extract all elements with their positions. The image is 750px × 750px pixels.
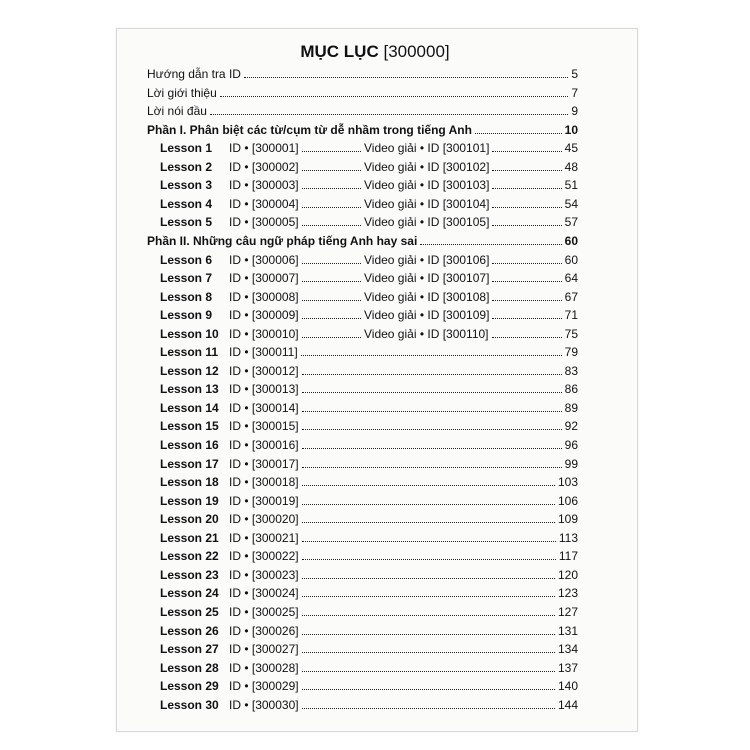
lesson-id-22[interactable] xyxy=(229,547,578,565)
dot-leader xyxy=(492,337,562,338)
lesson-id-text: ID • [300026] xyxy=(229,624,299,638)
lesson-label-23[interactable]: Lesson 23 xyxy=(160,568,219,582)
dot-leader xyxy=(302,151,361,152)
lesson-video-text: Video giải • ID [300108] xyxy=(364,290,490,304)
lesson-id-17[interactable] xyxy=(229,455,578,473)
title-main: MỤC LỤC xyxy=(300,42,379,61)
lesson-id-24[interactable] xyxy=(229,584,578,602)
lesson-page: 134 xyxy=(557,642,578,656)
lesson-id-text: ID • [300001] xyxy=(229,141,299,155)
lesson-id-text: ID • [300024] xyxy=(229,586,299,600)
lesson-id-30[interactable] xyxy=(229,696,578,714)
dot-leader xyxy=(302,485,555,486)
lesson-id-text: ID • [300020] xyxy=(229,512,299,526)
dot-leader xyxy=(302,170,361,171)
lesson-video-4[interactable] xyxy=(364,195,578,213)
lesson-label-16[interactable]: Lesson 16 xyxy=(160,438,219,452)
toc-entry-intro-2-label: Lời giới thiệu xyxy=(147,86,217,100)
lesson-page: 109 xyxy=(557,512,578,526)
lesson-label-27[interactable]: Lesson 27 xyxy=(160,642,219,656)
lesson-id-9[interactable] xyxy=(229,306,364,324)
toc-entry-intro-1[interactable] xyxy=(147,65,578,83)
toc-entry-part-1-label: Phần I. Phân biệt các từ/cụm từ dễ nhầm trong tiếng Anh xyxy=(147,123,472,137)
lesson-page: 117 xyxy=(558,549,578,563)
dot-leader xyxy=(302,596,555,597)
lesson-label-25[interactable]: Lesson 25 xyxy=(160,605,219,619)
toc-entry-part-2[interactable] xyxy=(147,232,578,250)
toc-entry-intro-2[interactable] xyxy=(147,84,578,102)
lesson-id-text: ID • [300005] xyxy=(229,215,299,229)
dot-leader xyxy=(475,133,562,134)
dot-leader xyxy=(301,355,562,356)
lesson-video-text: Video giải • ID [300103] xyxy=(364,178,490,192)
title-code: [300000] xyxy=(383,42,450,61)
dot-leader xyxy=(302,263,361,264)
lesson-page: 67 xyxy=(564,290,578,304)
lesson-id-text: ID • [300014] xyxy=(229,401,299,415)
lesson-id-27[interactable] xyxy=(229,640,578,658)
lesson-id-2[interactable] xyxy=(229,158,364,176)
lesson-id-29[interactable] xyxy=(229,677,578,695)
lesson-id-text: ID • [300027] xyxy=(229,642,299,656)
lesson-page: 79 xyxy=(564,345,578,359)
lesson-id-21[interactable] xyxy=(229,529,578,547)
dot-leader xyxy=(492,300,561,301)
lesson-id-text: ID • [300025] xyxy=(229,605,299,619)
lesson-label-9[interactable]: Lesson 9 xyxy=(160,308,213,322)
lesson-page: 48 xyxy=(564,160,578,174)
toc-entry-intro-1-page: 5 xyxy=(571,67,578,81)
dot-leader xyxy=(302,225,361,226)
toc-entry-part-1-page: 10 xyxy=(564,123,578,137)
lesson-page: 123 xyxy=(557,586,578,600)
lesson-label-28[interactable]: Lesson 28 xyxy=(160,661,219,675)
dot-leader xyxy=(302,281,361,282)
lesson-page: 86 xyxy=(564,382,578,396)
dot-leader xyxy=(302,671,555,672)
lesson-page: 131 xyxy=(557,624,578,638)
lesson-id-text: ID • [300002] xyxy=(229,160,299,174)
dot-leader xyxy=(220,96,569,97)
lesson-video-text: Video giải • ID [300106] xyxy=(364,253,490,267)
lesson-id-text: ID • [300010] xyxy=(229,327,299,341)
lesson-video-text: Video giải • ID [300107] xyxy=(364,271,490,285)
lesson-page: 120 xyxy=(557,568,578,582)
lesson-page: 137 xyxy=(557,661,578,675)
lesson-label-13[interactable]: Lesson 13 xyxy=(160,382,219,396)
dot-leader xyxy=(302,522,555,523)
lesson-page: 127 xyxy=(557,605,578,619)
dot-leader xyxy=(210,114,568,115)
dot-leader xyxy=(420,244,561,245)
lesson-video-2[interactable] xyxy=(364,158,578,176)
lesson-video-7[interactable] xyxy=(364,269,578,287)
lesson-page: 89 xyxy=(564,401,578,415)
lesson-label-22[interactable]: Lesson 22 xyxy=(160,549,219,563)
lesson-page: 96 xyxy=(564,438,578,452)
lesson-page: 71 xyxy=(564,308,578,322)
lesson-id-text: ID • [300023] xyxy=(229,568,299,582)
lesson-id-18[interactable] xyxy=(229,473,578,491)
lesson-label-29[interactable]: Lesson 29 xyxy=(160,679,219,693)
dot-leader xyxy=(302,429,562,430)
lesson-label-20[interactable]: Lesson 20 xyxy=(160,512,219,526)
dot-leader xyxy=(302,448,562,449)
dot-leader xyxy=(492,263,561,264)
lesson-label-5[interactable]: Lesson 5 xyxy=(160,215,213,229)
lesson-id-7[interactable] xyxy=(229,269,364,287)
toc-entry-intro-3-label: Lời nói đầu xyxy=(147,104,207,118)
lesson-id-text: ID • [300030] xyxy=(229,698,299,712)
lesson-id-text: ID • [300017] xyxy=(229,457,299,471)
lesson-label-2[interactable]: Lesson 2 xyxy=(160,160,213,174)
lesson-id-text: ID • [300008] xyxy=(229,290,299,304)
dot-leader xyxy=(302,559,556,560)
lesson-id-11[interactable] xyxy=(229,343,578,361)
lesson-id-text: ID • [300004] xyxy=(229,197,299,211)
lesson-id-12[interactable] xyxy=(229,362,578,380)
lesson-id-text: ID • [300011] xyxy=(229,345,298,359)
lesson-label-21[interactable]: Lesson 21 xyxy=(160,531,219,545)
lesson-page: 51 xyxy=(564,178,578,192)
lesson-video-text: Video giải • ID [300101] xyxy=(364,141,490,155)
toc-entry-intro-2-page: 7 xyxy=(571,86,578,100)
dot-leader xyxy=(302,689,555,690)
lesson-id-text: ID • [300019] xyxy=(229,494,299,508)
toc-entry-part-2-label: Phần II. Những câu ngữ pháp tiếng Anh hay sai xyxy=(147,234,418,248)
lesson-id-14[interactable] xyxy=(229,399,578,417)
lesson-id-13[interactable] xyxy=(229,380,578,398)
lesson-label-10[interactable]: Lesson 10 xyxy=(160,327,219,341)
lesson-label-19[interactable]: Lesson 19 xyxy=(160,494,219,508)
lesson-label-24[interactable]: Lesson 24 xyxy=(160,586,219,600)
lesson-id-3[interactable] xyxy=(229,176,364,194)
lesson-label-3[interactable]: Lesson 3 xyxy=(160,178,213,192)
dot-leader xyxy=(302,708,555,709)
toc-entry-intro-1-label: Hướng dẫn tra ID xyxy=(147,67,241,81)
dot-leader xyxy=(302,615,555,616)
lesson-video-text: Video giải • ID [300110] xyxy=(364,327,489,341)
toc-entry-intro-3[interactable] xyxy=(147,102,578,120)
dot-leader xyxy=(302,207,361,208)
dot-leader xyxy=(302,188,361,189)
dot-leader xyxy=(492,225,561,226)
dot-leader xyxy=(492,281,561,282)
toc-entry-part-2-page: 60 xyxy=(564,234,578,248)
lesson-id-19[interactable] xyxy=(229,492,578,510)
lesson-id-text: ID • [300015] xyxy=(229,419,299,433)
lesson-id-8[interactable] xyxy=(229,288,364,306)
lesson-video-text: Video giải • ID [300109] xyxy=(364,308,490,322)
lesson-id-16[interactable] xyxy=(229,436,578,454)
lesson-id-5[interactable] xyxy=(229,213,364,231)
lesson-id-text: ID • [300029] xyxy=(229,679,299,693)
lesson-id-25[interactable] xyxy=(229,603,578,621)
lesson-page: 54 xyxy=(564,197,578,211)
lesson-label-12[interactable]: Lesson 12 xyxy=(160,364,219,378)
lesson-page: 99 xyxy=(564,457,578,471)
lesson-id-23[interactable] xyxy=(229,566,578,584)
dot-leader xyxy=(492,188,561,189)
toc-entry-intro-3-page: 9 xyxy=(571,104,578,118)
lesson-video-10[interactable] xyxy=(364,325,578,343)
lesson-page: 83 xyxy=(564,364,578,378)
lesson-id-28[interactable] xyxy=(229,659,578,677)
dot-leader xyxy=(492,170,561,171)
lesson-page: 45 xyxy=(564,141,578,155)
lesson-label-18[interactable]: Lesson 18 xyxy=(160,475,219,489)
lesson-label-30[interactable]: Lesson 30 xyxy=(160,698,219,712)
lesson-id-text: ID • [300016] xyxy=(229,438,299,452)
dot-leader xyxy=(302,318,361,319)
dot-leader xyxy=(302,634,555,635)
lesson-id-text: ID • [300006] xyxy=(229,253,299,267)
lesson-id-15[interactable] xyxy=(229,417,578,435)
lesson-id-text: ID • [300013] xyxy=(229,382,299,396)
dot-leader xyxy=(302,392,562,393)
lesson-page: 140 xyxy=(557,679,578,693)
lesson-id-10[interactable] xyxy=(229,325,364,343)
lesson-id-text: ID • [300003] xyxy=(229,178,299,192)
lesson-page: 57 xyxy=(564,215,578,229)
lesson-page: 64 xyxy=(564,271,578,285)
toc-entry-part-1[interactable] xyxy=(147,121,578,139)
lesson-id-text: ID • [300009] xyxy=(229,308,299,322)
dot-leader xyxy=(302,374,562,375)
lesson-label-6[interactable]: Lesson 6 xyxy=(160,253,213,267)
lesson-id-text: ID • [300028] xyxy=(229,661,299,675)
lesson-video-text: Video giải • ID [300102] xyxy=(364,160,490,174)
dot-leader xyxy=(302,411,562,412)
lesson-id-text: ID • [300022] xyxy=(229,549,299,563)
lesson-page: 75 xyxy=(564,327,578,341)
dot-leader xyxy=(302,578,555,579)
lesson-id-text: ID • [300012] xyxy=(229,364,299,378)
lesson-label-7[interactable]: Lesson 7 xyxy=(160,271,213,285)
dot-leader xyxy=(244,77,568,78)
lesson-video-3[interactable] xyxy=(364,176,578,194)
dot-leader xyxy=(302,467,562,468)
lesson-id-text: ID • [300021] xyxy=(229,531,299,545)
lesson-video-8[interactable] xyxy=(364,288,578,306)
dot-leader xyxy=(302,337,361,338)
lesson-video-text: Video giải • ID [300105] xyxy=(364,215,490,229)
lesson-page: 92 xyxy=(564,419,578,433)
lesson-label-15[interactable]: Lesson 15 xyxy=(160,419,219,433)
lesson-id-26[interactable] xyxy=(229,622,578,640)
lesson-video-5[interactable] xyxy=(364,213,578,231)
dot-leader xyxy=(302,652,555,653)
lesson-label-8[interactable]: Lesson 8 xyxy=(160,290,213,304)
lesson-id-text: ID • [300007] xyxy=(229,271,299,285)
lesson-id-20[interactable] xyxy=(229,510,578,528)
lesson-video-text: Video giải • ID [300104] xyxy=(364,197,490,211)
lesson-id-text: ID • [300018] xyxy=(229,475,299,489)
lesson-id-1[interactable] xyxy=(229,139,364,157)
lesson-page: 60 xyxy=(564,253,578,267)
lesson-id-4[interactable] xyxy=(229,195,364,213)
lesson-video-9[interactable] xyxy=(364,306,578,324)
lesson-page: 113 xyxy=(558,531,578,545)
dot-leader xyxy=(302,300,361,301)
lesson-label-11[interactable]: Lesson 11 xyxy=(160,345,219,359)
lesson-label-26[interactable]: Lesson 26 xyxy=(160,624,219,638)
lesson-label-1[interactable]: Lesson 1 xyxy=(160,141,213,155)
lesson-label-17[interactable]: Lesson 17 xyxy=(160,457,219,471)
dot-leader xyxy=(492,151,561,152)
lesson-id-6[interactable] xyxy=(229,251,364,269)
lesson-label-4[interactable]: Lesson 4 xyxy=(160,197,213,211)
dot-leader xyxy=(302,504,555,505)
dot-leader xyxy=(492,318,561,319)
dot-leader xyxy=(302,541,556,542)
lesson-video-6[interactable] xyxy=(364,251,578,269)
lesson-page: 103 xyxy=(557,475,578,489)
dot-leader xyxy=(492,207,561,208)
lesson-page: 144 xyxy=(557,698,578,712)
lesson-label-14[interactable]: Lesson 14 xyxy=(160,401,219,415)
lesson-page: 106 xyxy=(557,494,578,508)
lesson-video-1[interactable] xyxy=(364,139,578,157)
